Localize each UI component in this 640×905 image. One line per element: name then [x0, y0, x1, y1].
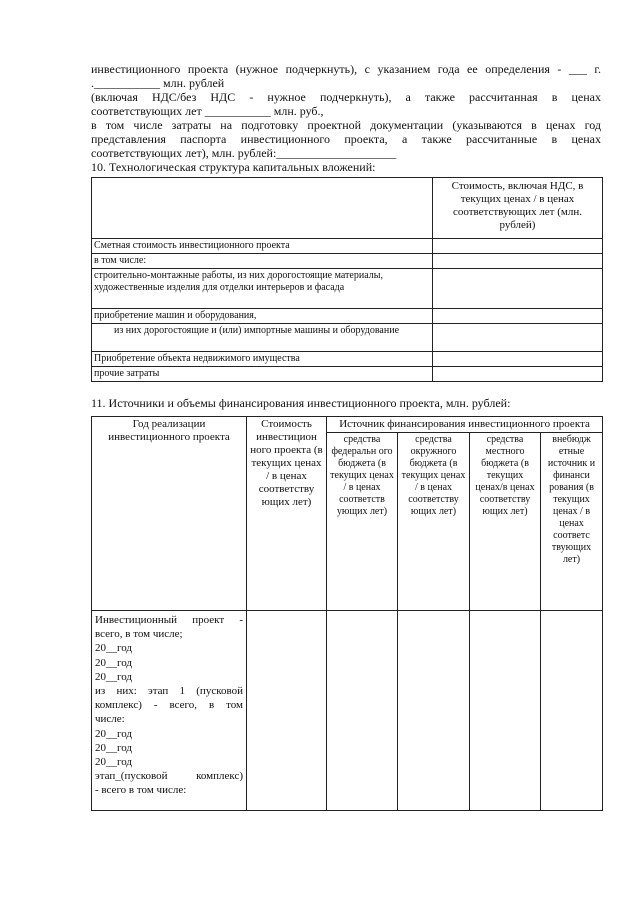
- section-10-title: 10. Технологическая структура капитальных вложений:: [91, 160, 376, 174]
- offbudget-sources-header: внебюдж етные источник и финанси рования (в текущих ценах / в ценах соответс твующих лет): [541, 433, 603, 611]
- value-cell[interactable]: [398, 611, 470, 811]
- intro-paragraph: в том числе затраты на подготовку проектной документации (указываются в ценах год представления паспорта инвестиционного проекта, а также рассчитанные в ценах соответствующих лет), млн. рублей:____________________: [91, 118, 601, 160]
- list-item: 20__год: [95, 727, 133, 740]
- list-item: комплекс) - всего, в том: [95, 699, 243, 712]
- intro-line-4: соответствующих лет ___________ млн. руб.,: [91, 104, 324, 118]
- value-cell[interactable]: [433, 254, 603, 269]
- list-item: числе:: [95, 713, 125, 726]
- intro-line-1: инвестиционного проекта (нужное подчеркнуть), с указанием года ее определения - ___ г.: [91, 62, 601, 76]
- empty-header-cell: [92, 178, 433, 239]
- project-years-cell: [92, 611, 247, 811]
- list-item: 20__год: [95, 656, 133, 669]
- table-row-label: прочие затраты: [92, 367, 433, 382]
- table-row-label: Сметная стоимость инвестиционного проекта: [92, 239, 433, 254]
- list-item: 20__год: [95, 642, 133, 655]
- year-header: Год реализации инвестиционного проекта: [92, 417, 247, 611]
- district-budget-header: средства окружного бюджета (в текущих ценах / в ценах соответству ющих лет): [398, 433, 470, 611]
- intro-line-2: .___________ млн. рублей: [91, 76, 225, 90]
- value-cell[interactable]: [433, 367, 603, 382]
- table-row-label: приобретение машин и оборудования,: [92, 309, 433, 324]
- cost-header: Стоимость, включая НДС, в текущих ценах / в ценах соответствующих лет (млн. рублей): [433, 178, 603, 239]
- list-item: 20__год: [95, 756, 133, 769]
- list-item: 20__год: [95, 741, 133, 754]
- value-cell[interactable]: [433, 269, 603, 309]
- value-cell[interactable]: [433, 309, 603, 324]
- local-budget-header: средства местного бюджета (в текущих ценах/в ценах соответству ющих лет): [470, 433, 541, 611]
- list-item: Инвестиционный проект -: [95, 614, 243, 626]
- value-cell[interactable]: [433, 239, 603, 254]
- project-cost-header: Стоимость инвестицион ного проекта (в текущих ценах / в ценах соответству ющих лет): [247, 417, 327, 611]
- list-item: - всего в том числе:: [95, 784, 187, 797]
- value-cell[interactable]: [433, 324, 603, 352]
- section-11-title: 11. Источники и объемы финансирования инвестиционного проекта, млн. рублей:: [91, 396, 511, 410]
- list-item: из них: этап 1 (пусковой: [95, 685, 243, 698]
- document-page: [91, 62, 601, 811]
- financing-sources-table: [91, 416, 603, 811]
- table-row-label: строительно-монтажные работы, из них дорогостоящие материалы, художественные изделия для отделки интерьеров и фасада: [92, 269, 433, 309]
- table-row-label: из них дорогостоящие и (или) импортные машины и оборудование: [92, 324, 433, 352]
- funding-source-header: Источник финансирования инвестиционного проекта: [327, 417, 603, 433]
- capital-structure-table: [91, 177, 603, 382]
- value-cell[interactable]: [327, 611, 398, 811]
- value-cell[interactable]: [470, 611, 541, 811]
- intro-line-3: (включая НДС/без НДС - нужное подчеркнуть), а также рассчитанная в ценах: [91, 90, 601, 104]
- list-item: 20__год: [95, 670, 133, 683]
- federal-budget-header: средства федеральн ого бюджета (в текущих ценах / в ценах соответств ующих лет): [327, 433, 398, 611]
- table-row-label: Приобретение объекта недвижимого имущества: [92, 352, 433, 367]
- value-cell[interactable]: [433, 352, 603, 367]
- list-item: всего, в том числе;: [95, 628, 183, 641]
- value-cell[interactable]: [247, 611, 327, 811]
- list-item: этап_(пусковой комплекс): [95, 770, 243, 783]
- table-row-label: в том числе:: [92, 254, 433, 269]
- value-cell[interactable]: [541, 611, 603, 811]
